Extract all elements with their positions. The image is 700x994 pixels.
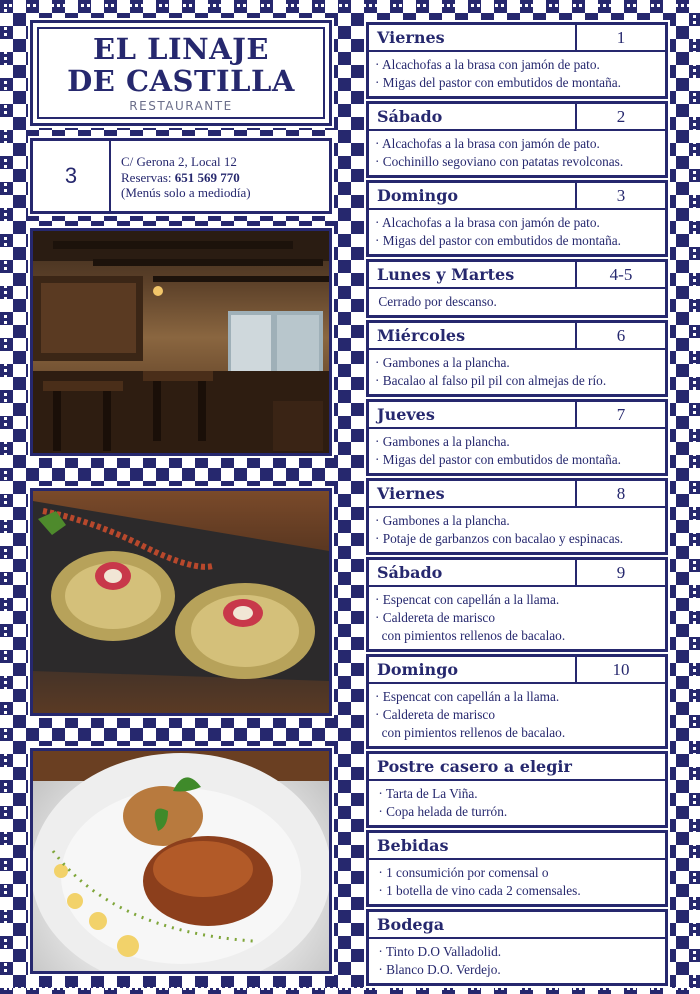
service-note: (Menús solo a mediodía)	[121, 185, 251, 200]
dish-item: · Espencat con capellán a la llama.	[375, 592, 560, 607]
section-title: Bodega	[369, 912, 665, 939]
day-dishes	[369, 289, 665, 315]
dish-item: · Alcachofas a la brasa con jamón de pato.	[375, 136, 600, 151]
dish-item: · Alcachofas a la brasa con jamón de pato.	[375, 215, 600, 230]
section-title: Postre casero a elegir	[369, 754, 665, 781]
day-name: Viernes	[369, 25, 577, 50]
day-name: Miércoles	[369, 323, 577, 348]
roast-dish-photo	[30, 748, 332, 974]
section-item: · 1 botella de vino cada 2 comensales.	[375, 883, 581, 898]
menu-day	[366, 101, 668, 178]
restaurant-header	[30, 20, 332, 126]
reservations-label: Reservas:	[121, 169, 172, 185]
header-inner-frame	[37, 27, 325, 119]
menu-day	[366, 180, 668, 257]
day-name: Domingo	[369, 657, 577, 682]
menu-section	[366, 909, 668, 986]
dish-item: · Migas del pastor con embutidos de montaña.	[375, 452, 621, 467]
dish-item: · Bacalao al falso pil pil con almejas de río.	[375, 373, 607, 388]
day-number: 3	[616, 186, 626, 205]
day-dishes	[369, 210, 665, 254]
day-number: 4-5	[609, 265, 633, 284]
info-box	[30, 138, 332, 214]
day-dishes	[369, 131, 665, 175]
day-number: 7	[616, 405, 626, 424]
day-number: 6	[616, 326, 626, 345]
section-item: · Blanco D.O. Verdejo.	[375, 962, 501, 977]
menu-day	[366, 22, 668, 99]
day-dishes	[369, 429, 665, 473]
restaurant-name: EL LINAJE DE CASTILLA	[67, 32, 295, 98]
day-header	[369, 481, 665, 508]
day-name: Viernes	[369, 481, 577, 506]
dish-item: con pimientos rellenos de bacalao.	[375, 628, 566, 643]
address: C/ Gerona 2, Local 12	[121, 154, 237, 169]
dish-illustration	[33, 491, 329, 713]
day-header	[369, 657, 665, 684]
menu-day	[366, 320, 668, 397]
section-item: · Tarta de La Viña.	[375, 786, 478, 801]
day-header	[369, 183, 665, 210]
menu-day	[366, 478, 668, 555]
dish-item: · Gambones a la plancha.	[375, 355, 510, 370]
day-number: 9	[616, 563, 626, 582]
day-dishes	[369, 350, 665, 394]
section-items	[369, 781, 665, 825]
weekly-menu	[366, 22, 668, 986]
day-name: Sábado	[369, 560, 577, 585]
dish-item: · Caldereta de marisco	[375, 610, 495, 625]
dish-item: con pimientos rellenos de bacalao.	[375, 725, 566, 740]
dish-item: Cerrado por descanso.	[375, 294, 497, 309]
menu-section	[366, 830, 668, 907]
day-name: Domingo	[369, 183, 577, 208]
restaurant-type: RESTAURANTE	[129, 99, 233, 113]
day-header	[369, 262, 665, 289]
contact-info	[121, 154, 251, 201]
day-dishes	[369, 508, 665, 552]
week-number: 3	[33, 141, 111, 211]
day-number: 2	[616, 107, 626, 126]
day-number: 10	[612, 660, 630, 679]
day-number: 8	[616, 484, 626, 503]
day-name: Jueves	[369, 402, 577, 427]
day-dishes	[369, 52, 665, 96]
day-header	[369, 560, 665, 587]
dish-item: · Gambones a la plancha.	[375, 513, 510, 528]
dish-item: · Alcachofas a la brasa con jamón de pato.	[375, 57, 600, 72]
menu-day	[366, 259, 668, 318]
day-number: 1	[616, 28, 626, 47]
dish-item: · Cochinillo segoviano con patatas revolconas.	[375, 154, 624, 169]
dish-item: · Migas del pastor con embutidos de montaña.	[375, 233, 621, 248]
day-header	[369, 25, 665, 52]
day-dishes	[369, 684, 665, 746]
section-items	[369, 939, 665, 983]
day-header	[369, 323, 665, 350]
interior-illustration	[33, 231, 329, 453]
plate-illustration	[33, 751, 329, 971]
day-header	[369, 104, 665, 131]
day-header	[369, 402, 665, 429]
reservations-line	[121, 170, 251, 186]
section-items	[369, 860, 665, 904]
menu-section	[366, 751, 668, 828]
dish-item: · Caldereta de marisco	[375, 707, 495, 722]
menu-day	[366, 654, 668, 749]
menu-day	[366, 557, 668, 652]
day-dishes	[369, 587, 665, 649]
dish-item: · Potaje de garbanzos con bacalao y espinacas.	[375, 531, 624, 546]
restaurant-interior-photo	[30, 228, 332, 456]
section-item: · Tinto D.O Valladolid.	[375, 944, 502, 959]
section-item: · 1 consumición por comensal o	[375, 865, 549, 880]
section-item: · Copa helada de turrón.	[375, 804, 508, 819]
dish-item: · Gambones a la plancha.	[375, 434, 510, 449]
dish-item: · Migas del pastor con embutidos de montaña.	[375, 75, 621, 90]
menu-day	[366, 399, 668, 476]
dish-item: · Espencat con capellán a la llama.	[375, 689, 560, 704]
day-name: Lunes y Martes	[369, 262, 577, 287]
day-name: Sábado	[369, 104, 577, 129]
artichoke-dish-photo	[30, 488, 332, 716]
phone-number[interactable]: 651 569 770	[174, 169, 240, 185]
section-title: Bebidas	[369, 833, 665, 860]
